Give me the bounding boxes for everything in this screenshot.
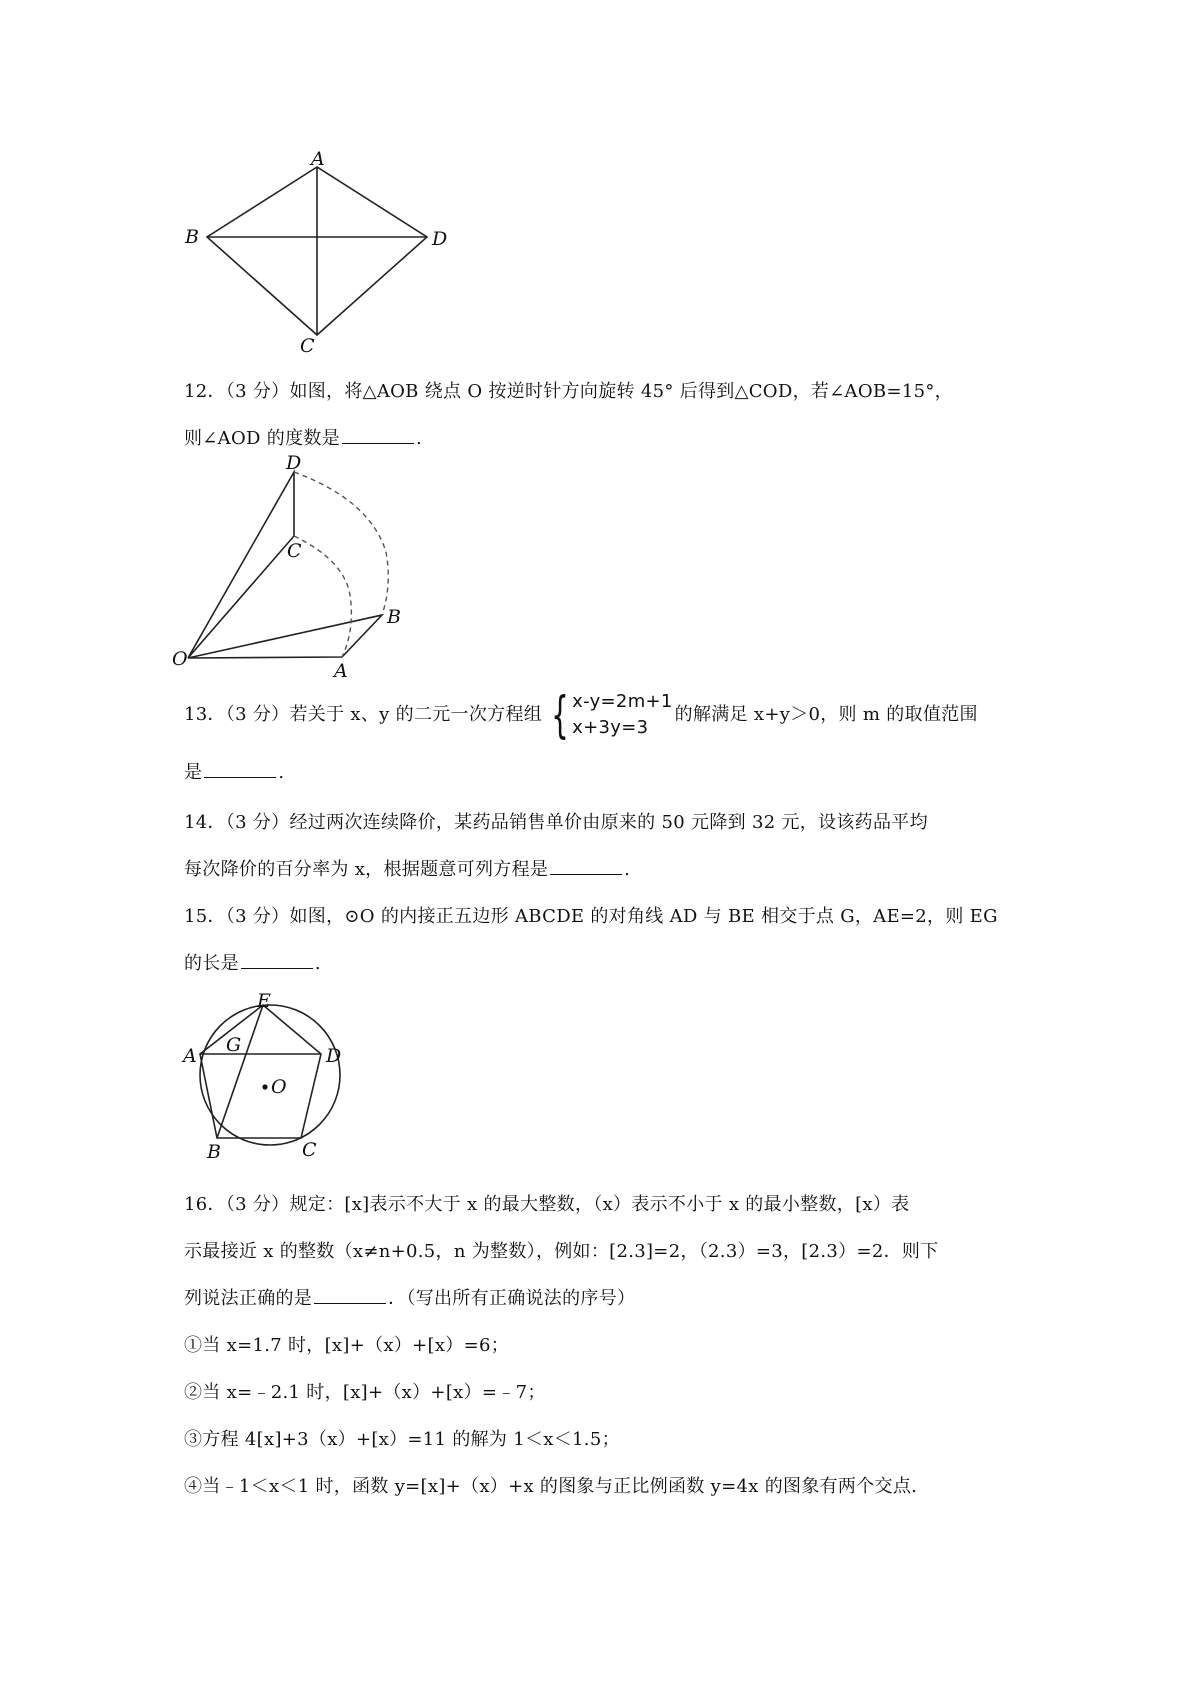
- q16-line1: 16．（3 分）规定：[x]表示不大于 x 的最大整数，（x）表示不小于 x 的最小整数，[x）表: [184, 1194, 910, 1215]
- q14-answer-blank: [550, 858, 622, 875]
- point-label-d: D: [326, 1045, 342, 1067]
- pentagon-abcde: [200, 1005, 321, 1138]
- point-label-c: C: [302, 1139, 317, 1161]
- center-point: [262, 1084, 267, 1089]
- point-label-o: O: [172, 648, 188, 670]
- q13-line1: [184, 688, 978, 742]
- point-label-g: G: [226, 1034, 242, 1056]
- q12-answer-blank: [342, 427, 414, 444]
- pentagon-figure: [180, 990, 360, 1165]
- q16-line3-text: 列说法正确的是: [184, 1288, 313, 1309]
- rhombus-figure: [180, 148, 480, 357]
- q14-line2-end: .: [624, 859, 631, 880]
- q16-option-4: ④当﹣1＜x＜1 时，函数 y=[x]+（x）+x 的图象与正比例函数 y=4x 的图象有两个交点.: [184, 1476, 918, 1497]
- arc-bd: [294, 472, 388, 615]
- point-label-a: A: [183, 1045, 197, 1067]
- q16-line2: 示最接近 x 的整数（x≠n+0.5，n 为整数），例如：[2.3]=2，（2.3）=3，[2.3）=2．则下: [184, 1241, 939, 1262]
- q12-line1: 12．（3 分）如图，将△AOB 绕点 O 按逆时针方向旋转 45° 后得到△COD，若∠AOB=15°，: [184, 381, 953, 402]
- equation-list: [572, 689, 673, 741]
- equation-1: x-y=2m+1: [572, 691, 673, 712]
- q13-line2-text: 是: [184, 762, 203, 783]
- q16-answer-blank: [314, 1287, 386, 1304]
- point-label-e: E: [257, 990, 271, 1012]
- point-label-c: C: [287, 540, 302, 562]
- equation-2: x+3y=3: [572, 717, 649, 738]
- q13-line1-rest: 的解满足 x+y＞0，则 m 的取值范围: [674, 704, 978, 725]
- left-brace-icon: {: [551, 686, 569, 744]
- rhombus-diagram: [180, 148, 480, 357]
- point-label-b: B: [207, 1141, 221, 1163]
- point-label-b: B: [387, 606, 401, 628]
- triangle-cod: [188, 472, 294, 658]
- vertex-label-b: B: [185, 226, 199, 248]
- q14-line2-text: 每次降价的百分率为 x，根据题意可列方程是: [184, 859, 549, 880]
- q13-line2: [184, 761, 284, 785]
- point-label-d: D: [286, 452, 302, 474]
- q16-line3: [184, 1287, 635, 1311]
- q16-option-3: ③方程 4[x]+3（x）+[x）=11 的解为 1＜x＜1.5；: [184, 1429, 620, 1450]
- q15-line1: 15．（3 分）如图，⊙O 的内接正五边形 ABCDE 的对角线 AD 与 BE 相交于点 G，AE=2，则 EG: [184, 906, 998, 927]
- q13-answer-blank: [204, 761, 276, 778]
- q16-line3-rest: ．（写出所有正确说法的序号）: [388, 1288, 636, 1309]
- arc-ac: [294, 536, 351, 657]
- pentagon-diagram: [180, 990, 360, 1165]
- q16-option-1: ①当 x=1.7 时，[x]+（x）+[x）=6；: [184, 1335, 510, 1356]
- q12-line2-end: .: [416, 428, 423, 449]
- q15-line2-end: .: [314, 953, 321, 974]
- vertex-label-a: A: [311, 148, 325, 170]
- q16-option-2: ②当 x=﹣2.1 时，[x]+（x）+[x）=﹣7；: [184, 1382, 546, 1403]
- q13-line1-text: 13．（3 分）若关于 x、y 的二元一次方程组: [184, 704, 543, 725]
- q15-line2-text: 的长是: [184, 953, 239, 974]
- q12-line2: [184, 427, 422, 451]
- vertex-label-d: D: [432, 228, 448, 250]
- diagonal-be: [217, 1005, 263, 1138]
- q12-line2-text: 则∠AOD 的度数是: [184, 428, 340, 449]
- point-label-a: A: [334, 660, 348, 682]
- vertex-label-c: C: [300, 335, 315, 357]
- triangle-aob: [188, 615, 382, 658]
- q15-line2: [184, 952, 321, 976]
- q14-line1: 14．（3 分）经过两次连续降价，某药品销售单价由原来的 50 元降到 32 元，设该药品平均: [184, 812, 928, 833]
- point-label-o: O: [271, 1076, 287, 1098]
- rotation-diagram: [172, 452, 440, 682]
- q13-line2-end: .: [278, 762, 285, 783]
- q14-line2: [184, 858, 630, 882]
- rotation-figure: [172, 452, 440, 682]
- equation-system: [544, 686, 673, 744]
- q15-answer-blank: [241, 952, 313, 969]
